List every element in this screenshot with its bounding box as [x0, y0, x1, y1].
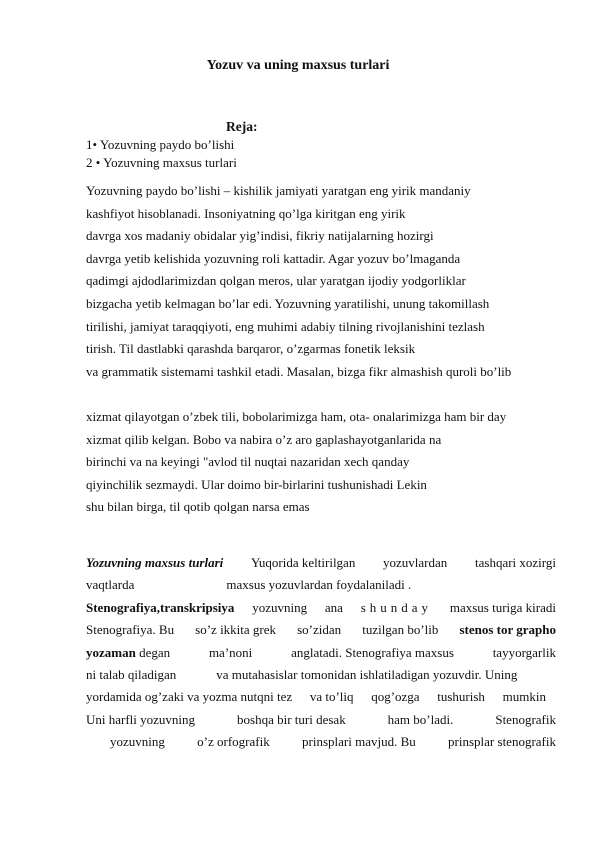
word-group: Stenografiya. Bu [86, 622, 175, 638]
word-group: so’zidan [297, 622, 342, 638]
section-text [86, 552, 556, 754]
justified-line [86, 642, 556, 664]
text-line: xizmat qilayotgan o’zbek tili, bobolarimizga ham, ota- onalarimizga ham bir day [86, 408, 507, 424]
justified-line [86, 574, 556, 596]
text-line: xizmat qilib kelgan. Bobo va nabira o’z aro gaplashayotganlarida na [86, 431, 442, 447]
word-group: prinsplari mavjud. Bu [302, 734, 416, 750]
term-bold: Stenografiya,transkripsiya [86, 599, 235, 615]
document-title: Yozuv va uning maxsus turlari [206, 58, 390, 73]
text-line: shu bilan birga, til qotib qolgan narsa emas [86, 499, 310, 515]
word-group: anglatadi. Stenografiya maxsus [291, 644, 454, 660]
word-group: yozuvning [252, 599, 308, 615]
justified-line [86, 731, 556, 753]
word-group: degan [139, 644, 171, 660]
word-group: maxsus turiga kiradi [449, 599, 556, 615]
text-line: va grammatik sistemami tashkil etadi. Masalan, bizga fikr almashish quroli bo’lib [86, 363, 512, 379]
word-group: mumkin [502, 689, 546, 705]
justified-line [86, 619, 556, 641]
text-line: davrga xos madaniy obidalar yig’indisi, fikriy natijalarning hozirgi [86, 228, 434, 244]
section-heading: Yozuvning maxsus turlari [86, 555, 224, 570]
plan-item: 1• Yozuvning paydo bo’lishi [86, 137, 235, 152]
text-line: davrga yetib kelishida yozuvning roli kattadir. Agar yozuv bo’lmaganda [86, 250, 461, 266]
text-line: kashfiyot hisoblanadi. Insoniyatning qo’lga kiritgan eng yirik [86, 205, 406, 221]
word-group: ham bo’ladi. [387, 711, 454, 727]
word-group: va to’liq [309, 689, 354, 705]
justified-line [86, 597, 556, 619]
word-group: va mutahasislar tomonidan ishlatiladigan yozuvdir. Uning [216, 666, 518, 682]
word-group: yordamida og’zaki va yozma nutqni tez [86, 689, 293, 705]
plan-item: 2 • Yozuvning maxsus turlari [86, 155, 237, 170]
text-line: bizgacha yetib kelmagan bo’lar edi. Yozuvning yaratilishi, unung takomillash [86, 295, 490, 311]
word-group: prinsplar stenografik [448, 734, 556, 750]
word-group: tashqari xozirgi [475, 555, 556, 570]
word-group: yozuvlardan [383, 555, 448, 570]
text-line: tirish. Til dastlabki qarashda barqaror, o’zgarmas fonetik leksik [86, 341, 416, 357]
spaced-word: shunday [360, 599, 433, 615]
paragraph-gap [86, 383, 562, 406]
word-group: ana [324, 599, 343, 615]
justified-line [86, 709, 556, 731]
justified-line [86, 552, 556, 574]
word-group: yozuvning [110, 734, 165, 750]
justified-line [86, 686, 556, 708]
word-group: qog’ozga [371, 689, 420, 705]
word-group: tushurish [437, 689, 485, 705]
word-group: boshqa bir turi desak [237, 711, 346, 727]
word-group: maxsus yozuvlardan foydalaniladi . [226, 577, 412, 593]
text-line: birinchi va na keyingi "avlod til nuqtai nazaridan xech qanday [86, 454, 410, 470]
term-bold: stenos tor grapho [459, 622, 556, 638]
term-bold: yozaman [86, 644, 136, 660]
word-group: tayyorgarlik [492, 644, 556, 660]
text-line: qiyinchilik sezmaydi. Ular doimo bir-birlarini tushunishadi Lekin [86, 476, 427, 492]
text-line: qadimgi ajdodlarimizdan qolgan meros, ular yaratgan ijodiy yodgorliklar [86, 273, 466, 289]
text-line: Yozuvning paydo bo’lishi – kishilik jamiyati yaratgan eng yirik mandaniy [86, 183, 471, 198]
word-group: Uni harfli yozuvning [86, 711, 196, 727]
word-group: ma’noni [208, 644, 253, 660]
body-text [86, 180, 562, 519]
justified-line [86, 664, 556, 686]
text-line: tirilishi, jamiyat taraqqiyoti, eng muhimi adabiy tilning rivojlanishini tezlash [86, 318, 485, 334]
word-group: tuzilgan bo’lib [362, 622, 439, 638]
plan-heading: Reja: [226, 119, 258, 134]
word-group: so’z ikkita grek [195, 622, 277, 638]
word-group: vaqtlarda [86, 577, 135, 593]
word-group: ni talab qiladigan [86, 666, 177, 682]
word-group: o’z orfografik [197, 734, 270, 750]
word-group: Yuqorida keltirilgan [250, 555, 356, 570]
word-group: Stenografik [495, 711, 556, 727]
